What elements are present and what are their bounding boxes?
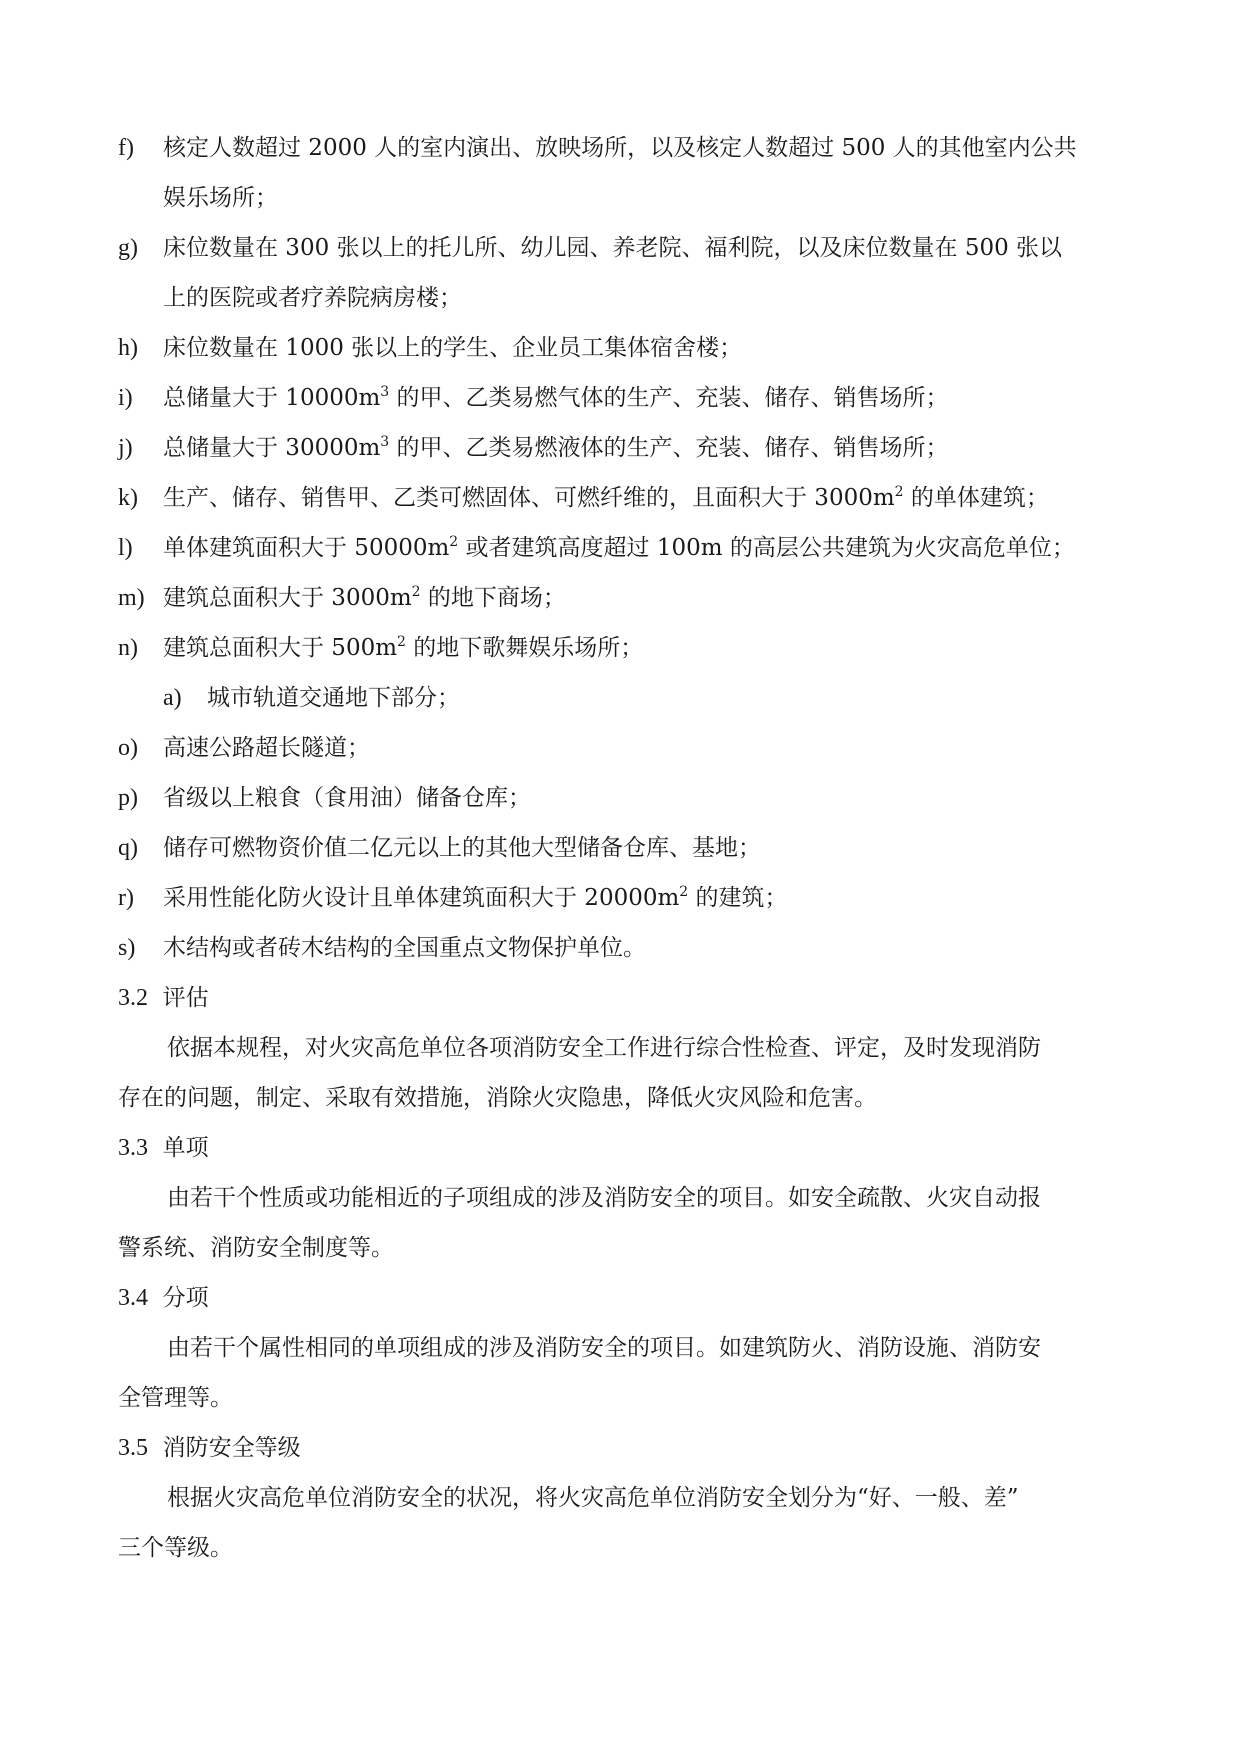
list-marker: o) (118, 735, 138, 761)
list-marker: k) (118, 485, 138, 511)
list-item-text: 储存可燃物资价值二亿元以上的其他大型储备仓库、基地； (163, 835, 761, 861)
list-marker: s) (118, 935, 136, 961)
list-item-text: 建筑总面积大于 $3000m^2$ 的地下商场； (163, 584, 566, 611)
paragraph-line: 三个等级。 (118, 1535, 233, 1561)
section-number: 3.2 (118, 985, 148, 1011)
list-item-text: 生产、储存、销售甲、乙类可燃固体、可燃纤维的，且面积大于 $3000m^2$ 的单体建筑； (163, 484, 1049, 511)
paragraph-line: 警系统、消防安全制度等。 (118, 1235, 394, 1261)
list-marker: i) (118, 385, 133, 411)
section-title: 单项 (162, 1135, 209, 1161)
list-marker: g) (118, 235, 138, 261)
paragraph-line: 全管理等。 (118, 1385, 233, 1411)
list-item-text: 总储量大于 $10000m^3$ 的甲、乙类易燃气体的生产、充装、储存、销售场所； (163, 384, 949, 411)
list-item-text: 省级以上粮食（食用油）储备仓库； (163, 785, 531, 811)
section-title: 消防安全等级 (162, 1435, 301, 1461)
section-number: 3.5 (118, 1435, 148, 1461)
list-marker: f) (118, 135, 134, 161)
list-marker: p) (118, 785, 138, 811)
list-marker: h) (118, 335, 138, 361)
paragraph-line: 依据本规程，对火灾高危单位各项消防安全工作进行综合性检查、评定，及时发现消防 (167, 1035, 1041, 1061)
list-item-text: 床位数量在 300 张以上的托儿所、幼儿园、养老院、福利院，以及床位数量在 500 张以 (163, 235, 1063, 261)
list-marker: r) (118, 885, 134, 911)
sub-list-item-text: 城市轨道交通地下部分； (207, 685, 460, 711)
list-marker: q) (118, 835, 138, 861)
section-heading (118, 983, 209, 1013)
section-heading (118, 1283, 209, 1313)
list-item-text: 总储量大于 $30000m^3$ 的甲、乙类易燃液体的生产、充装、储存、销售场所； (163, 434, 949, 461)
list-item-text: 单体建筑面积大于 $50000m^2$ 或者建筑高度超过 100m 的高层公共建筑为火灾高危单位； (163, 534, 1075, 561)
list-item-text: 高速公路超长隧道； (163, 735, 370, 761)
list-item-text: 核定人数超过 2000 人的室内演出、放映场所，以及核定人数超过 500 人的其他室内公共 (163, 135, 1077, 161)
list-marker: n) (118, 635, 138, 661)
list-item-text: 建筑总面积大于 $500m^2$ 的地下歌舞娱乐场所； (163, 634, 644, 661)
paragraph-line: 存在的问题，制定、采取有效措施，消除火灾隐患，降低火灾风险和危害。 (118, 1085, 877, 1111)
list-marker: j) (118, 435, 133, 461)
sub-list-marker: a) (163, 685, 182, 711)
list-item-text: 娱乐场所； (163, 185, 278, 211)
list-marker: m) (118, 585, 145, 611)
list-item-text: 采用性能化防火设计且单体建筑面积大于 $20000m^2$ 的建筑； (163, 884, 788, 911)
list-item-text: 床位数量在 1000 张以上的学生、企业员工集体宿舍楼； (163, 335, 743, 361)
list-marker: l) (118, 535, 133, 561)
paragraph-line: 由若干个属性相同的单项组成的涉及消防安全的项目。如建筑防火、消防设施、消防安 (167, 1335, 1041, 1361)
paragraph-line: 根据火灾高危单位消防安全的状况，将火灾高危单位消防安全划分为“好、一般、差” (167, 1485, 1019, 1511)
section-heading (118, 1133, 209, 1163)
list-item-text: 木结构或者砖木结构的全国重点文物保护单位。 (163, 935, 646, 961)
section-title: 评估 (162, 985, 209, 1011)
section-number: 3.4 (118, 1285, 148, 1311)
section-heading (118, 1433, 301, 1463)
section-title: 分项 (162, 1285, 209, 1311)
section-number: 3.3 (118, 1135, 148, 1161)
paragraph-line: 由若干个性质或功能相近的子项组成的涉及消防安全的项目。如安全疏散、火灾自动报 (167, 1185, 1041, 1211)
list-item-text: 上的医院或者疗养院病房楼； (163, 285, 462, 311)
